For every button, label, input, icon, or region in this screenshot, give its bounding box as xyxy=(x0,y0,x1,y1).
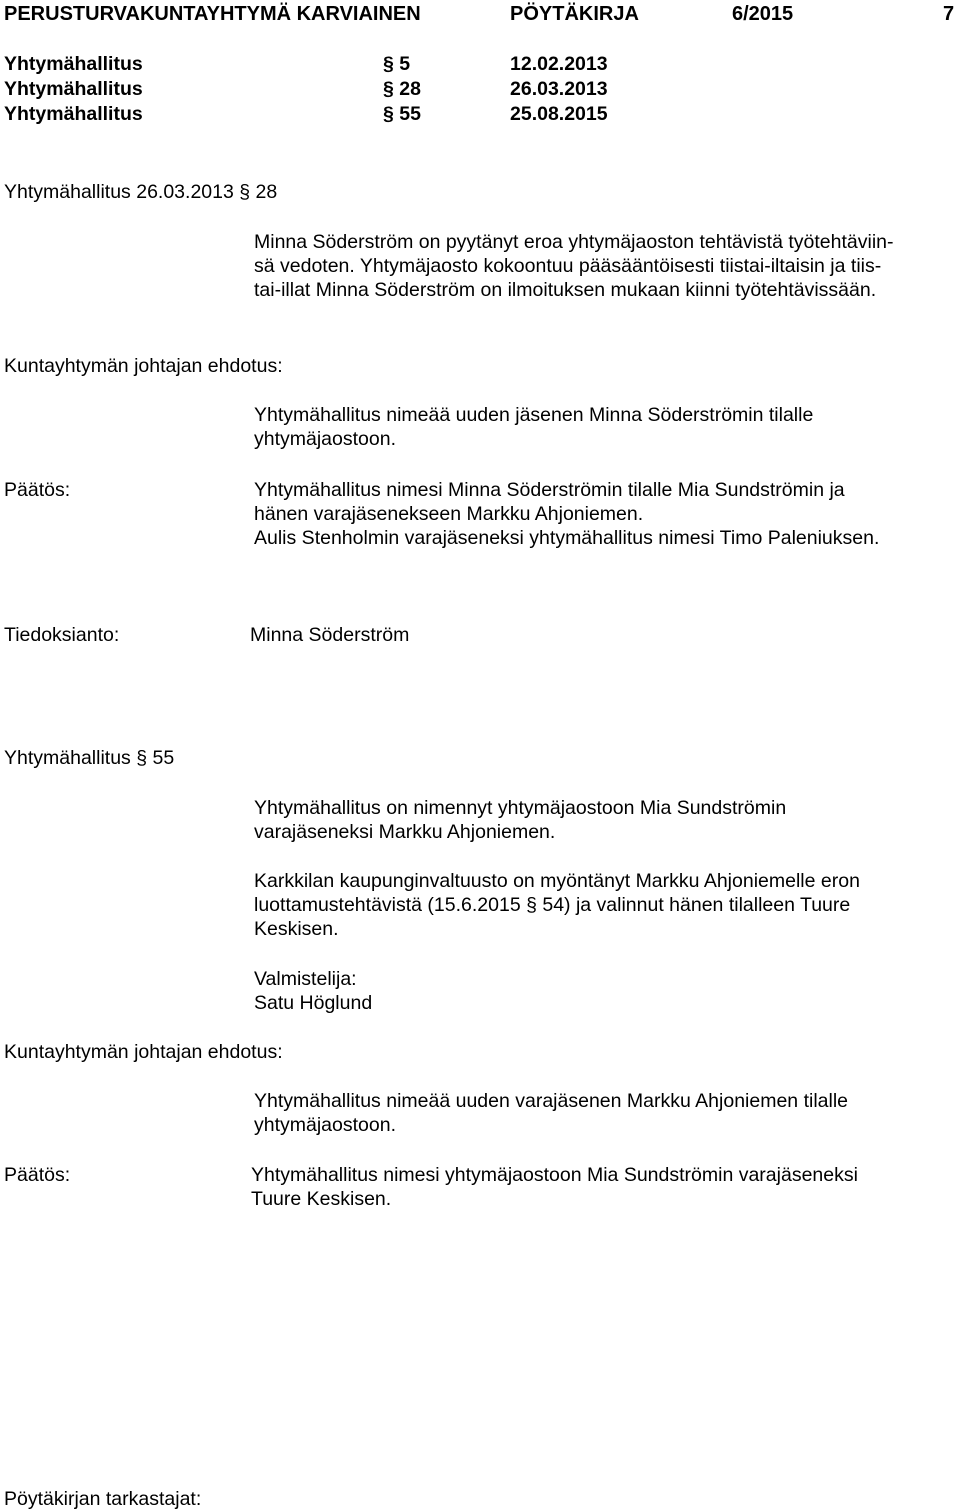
paragraph-line: varajäseneksi Markku Ahjoniemen. xyxy=(254,821,556,843)
proposal-line: Yhtymähallitus nimeää uuden jäsenen Minna Söderströmin tilalle xyxy=(254,404,814,426)
paragraph-line: Karkkilan kaupunginvaltuusto on myöntänyt Markku Ahjoniemelle eron xyxy=(254,870,860,892)
reference-date: 12.02.2013 xyxy=(510,53,608,75)
notification-recipient: Minna Söderström xyxy=(250,624,410,646)
proposal-label: Kuntayhtymän johtajan ehdotus: xyxy=(4,355,283,377)
page-number: 7 xyxy=(943,3,955,25)
item2-proposal-paragraph xyxy=(254,1089,944,1137)
minutes-checkers-label: Pöytäkirjan tarkastajat: xyxy=(4,1488,202,1510)
document-number: 6/2015 xyxy=(732,3,794,25)
item1-proposal-paragraph xyxy=(254,403,944,451)
proposal-label: Kuntayhtymän johtajan ehdotus: xyxy=(4,1041,283,1063)
reference-section: § 5 xyxy=(383,53,411,75)
paragraph-line: Yhtymähallitus on nimennyt yhtymäjaostoon Mia Sundströmin xyxy=(254,797,787,819)
item-heading: Yhtymähallitus § 55 xyxy=(4,747,175,769)
decision-label: Päätös: xyxy=(4,1164,71,1186)
reference-body: Yhtymähallitus xyxy=(4,78,143,100)
proposal-line: yhtymäjaostoon. xyxy=(254,1114,396,1136)
reference-date: 25.08.2015 xyxy=(510,103,608,125)
decision-label: Päätös: xyxy=(4,479,71,501)
reference-date: 26.03.2013 xyxy=(510,78,608,100)
organization-name: PERUSTURVAKUNTAYHTYMÄ KARVIAINEN xyxy=(4,3,421,25)
intro-line: tai-illat Minna Söderström on ilmoituksen mukaan kiinni työtehtävissään. xyxy=(254,279,877,301)
intro-line: Minna Söderström on pyytänyt eroa yhtymäjaoston tehtävistä työtehtäviin- xyxy=(254,231,894,253)
document-type: PÖYTÄKIRJA xyxy=(510,3,639,25)
paragraph-line: Keskisen. xyxy=(254,918,339,940)
item1-intro-paragraph xyxy=(254,230,944,302)
reference-section: § 28 xyxy=(383,78,421,100)
preparer-label: Valmistelija: xyxy=(254,968,357,990)
proposal-line: yhtymäjaostoon. xyxy=(254,428,396,450)
decision-line: Yhtymähallitus nimesi Minna Söderströmin tilalle Mia Sundströmin ja xyxy=(254,479,845,501)
decision-line: Yhtymähallitus nimesi yhtymäjaostoon Mia Sundströmin varajäseneksi xyxy=(251,1164,858,1186)
notification-label: Tiedoksianto: xyxy=(4,624,120,646)
proposal-line: Yhtymähallitus nimeää uuden varajäsenen Markku Ahjoniemen tilalle xyxy=(254,1090,849,1112)
intro-line: sä vedoten. Yhtymäjaosto kokoontuu pääsääntöisesti tiistai-iltaisin ja tiis- xyxy=(254,255,882,277)
item2-decision-paragraph xyxy=(251,1163,941,1211)
item1-decision-paragraph xyxy=(254,478,944,550)
paragraph-line: luottamustehtävistä (15.6.2015 § 54) ja valinnut hänen tilalleen Tuure xyxy=(254,894,851,916)
reference-section: § 55 xyxy=(383,103,421,125)
item2-paragraph-2 xyxy=(254,869,944,941)
decision-line: Tuure Keskisen. xyxy=(251,1188,392,1210)
item2-paragraph-1 xyxy=(254,796,944,844)
decision-line: hänen varajäsenekseen Markku Ahjoniemen. xyxy=(254,503,644,525)
reference-body: Yhtymähallitus xyxy=(4,53,143,75)
decision-line: Aulis Stenholmin varajäseneksi yhtymähallitus nimesi Timo Paleniuksen. xyxy=(254,527,880,549)
item-heading: Yhtymähallitus 26.03.2013 § 28 xyxy=(4,181,278,203)
preparer-name: Satu Höglund xyxy=(254,992,373,1014)
reference-body: Yhtymähallitus xyxy=(4,103,143,125)
